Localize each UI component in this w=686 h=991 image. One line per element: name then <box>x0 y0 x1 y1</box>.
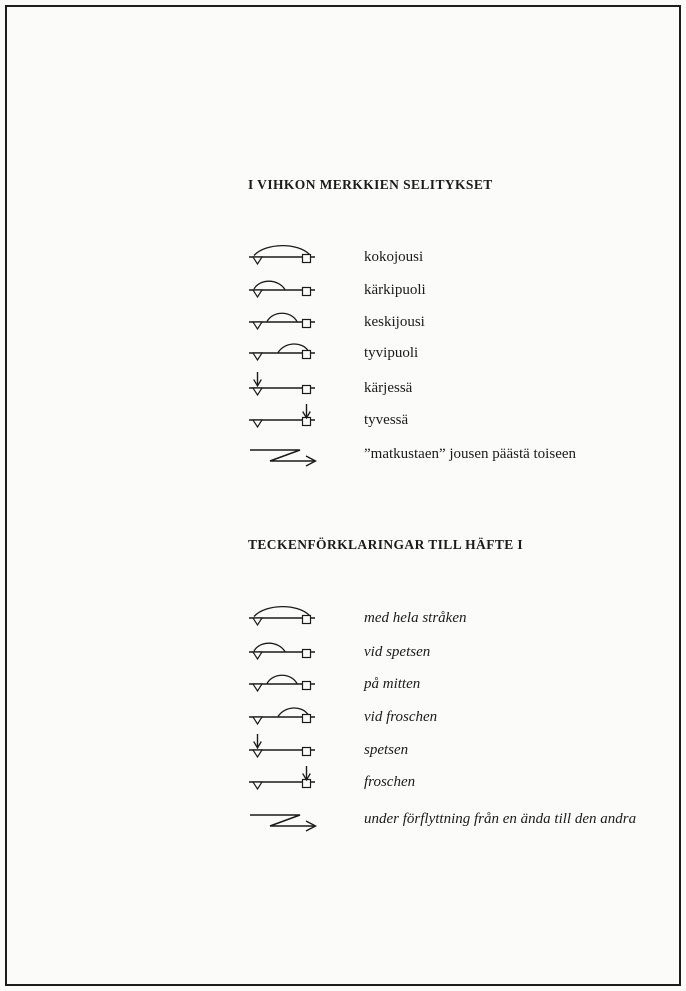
legend-label: på mitten <box>364 676 421 692</box>
legend-row-full-bow <box>0 238 686 268</box>
travel-arrow-symbol <box>248 443 326 469</box>
middle-bow-symbol <box>248 303 318 333</box>
at-tip-arrow-symbol <box>248 369 318 399</box>
full-bow-symbol <box>248 238 318 268</box>
legend-label: kärjessä <box>364 380 413 396</box>
legend-label: tyvessä <box>364 412 409 428</box>
legend-label: tyvipuoli <box>364 345 419 361</box>
legend-label: kärkipuoli <box>364 282 426 298</box>
legend-row-full-bow <box>0 599 686 629</box>
legend-label: vid froschen <box>364 709 438 725</box>
legend-label: under förflyttning från en ända till den andra <box>364 811 637 827</box>
legend-label: keskijousi <box>364 314 425 330</box>
legend-row-tip-half-bow <box>0 271 686 301</box>
frog-half-bow-symbol <box>248 698 318 728</box>
legend-label: kokojousi <box>364 249 424 265</box>
legend-row-frog-half-bow <box>0 698 686 728</box>
legend-row-at-frog-arrow <box>0 401 686 431</box>
page-border <box>5 5 681 986</box>
at-frog-arrow-symbol <box>248 401 318 431</box>
middle-bow-symbol <box>248 665 318 695</box>
legend-row-frog-half-bow <box>0 334 686 364</box>
legend-row-at-tip-arrow <box>0 369 686 399</box>
at-tip-arrow-symbol <box>248 731 318 761</box>
section-title-finnish: I VIHKON MERKKIEN SELITYKSET <box>248 177 493 192</box>
legend-label: froschen <box>364 774 416 790</box>
legend-label: med hela stråken <box>364 610 467 626</box>
legend-row-travel-arrow <box>0 808 686 838</box>
tip-half-bow-symbol <box>248 271 318 301</box>
legend-row-middle-bow <box>0 303 686 333</box>
legend-label: ”matkustaen” jousen päästä toiseen <box>364 446 577 462</box>
full-bow-symbol <box>248 599 318 629</box>
legend-row-at-frog-arrow <box>0 763 686 793</box>
legend-row-travel-arrow <box>0 443 686 473</box>
legend-row-middle-bow <box>0 665 686 695</box>
tip-half-bow-symbol <box>248 633 318 663</box>
legend-row-tip-half-bow <box>0 633 686 663</box>
legend-row-at-tip-arrow <box>0 731 686 761</box>
at-frog-arrow-symbol <box>248 763 318 793</box>
travel-arrow-symbol <box>248 808 326 834</box>
section-title-swedish: TECKENFÖRKLARINGAR TILL HÄFTE I <box>248 537 524 552</box>
legend-label: vid spetsen <box>364 644 431 660</box>
frog-half-bow-symbol <box>248 334 318 364</box>
legend-label: spetsen <box>364 742 409 758</box>
